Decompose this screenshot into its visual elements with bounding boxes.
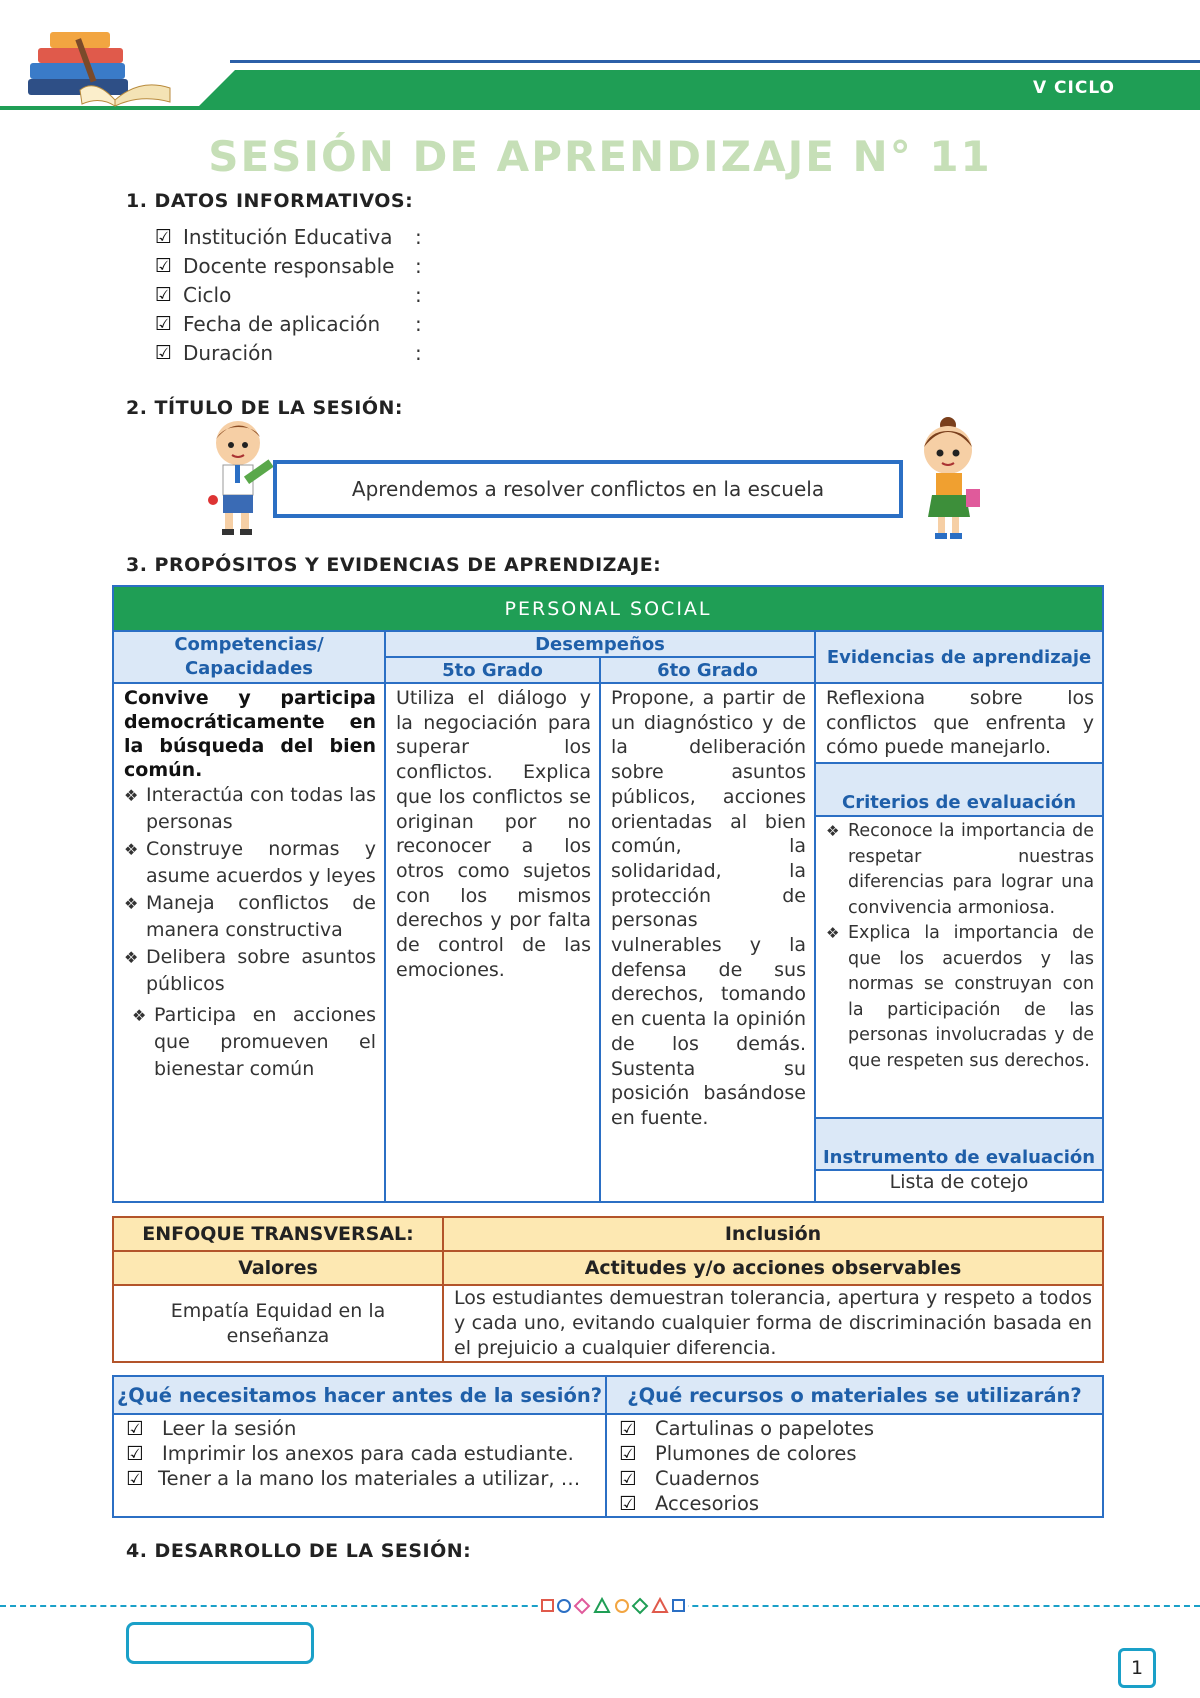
list-item: ☑ Imprimir los anexos para cada estudiante. bbox=[126, 1442, 574, 1465]
checkbox-icon: ☑ bbox=[126, 1417, 144, 1440]
checkbox-icon: ☑ bbox=[619, 1442, 637, 1465]
checkbox-icon: ☑ bbox=[155, 254, 173, 277]
list-item: ☑ Plumones de colores bbox=[619, 1442, 857, 1465]
header-rule bbox=[230, 60, 1200, 63]
enfoque-label: ENFOQUE TRANSVERSAL: bbox=[113, 1217, 443, 1251]
bullet-icon: ❖ bbox=[826, 924, 840, 943]
list-item: ☑ Accesorios bbox=[619, 1492, 760, 1515]
instrumento-cell: Lista de cotejo bbox=[815, 1170, 1103, 1202]
session-title-box bbox=[273, 460, 903, 518]
list-item: ❖ Maneja conflictos de manera constructiva bbox=[114, 890, 384, 944]
desempenos-header: Desempeños bbox=[385, 631, 815, 657]
evidencias-header: Evidencias de aprendizaje bbox=[815, 631, 1103, 683]
list-item: ❖ Reconoce la importancia de respetar nuestras diferencias para lograr una convivencia armoniosa. bbox=[816, 819, 1102, 921]
checkbox-icon: ☑ bbox=[126, 1467, 144, 1490]
boy-illustration-icon bbox=[205, 415, 275, 540]
antes-header: ¿Qué necesitamos hacer antes de la sesión? bbox=[113, 1376, 606, 1414]
competencias-header: Competencias/ Capacidades bbox=[113, 631, 385, 683]
instrumento-header: Instrumento de evaluación bbox=[815, 1118, 1103, 1170]
list-item: ❖ Participa en acciones que promueven el bienestar común bbox=[114, 1002, 384, 1083]
list-item: ☑ Leer la sesión bbox=[126, 1417, 297, 1440]
list-item: ☑ Cartulinas o papelotes bbox=[619, 1417, 875, 1440]
books-icon bbox=[20, 18, 190, 108]
list-item: ☑ Duración : bbox=[155, 340, 422, 365]
desempeno-5-cell: Utiliza el diálogo y la negociación para superar los conflictos. Explica que los conflictos se originan por no reconocer a los otros como sujetos con los mismos derechos y por falta de control de las emociones. bbox=[385, 683, 600, 1202]
preparation-table bbox=[112, 1375, 1104, 1518]
grade-6-header: 6to Grado bbox=[600, 657, 815, 683]
checkbox-icon: ☑ bbox=[619, 1492, 637, 1515]
evidencia-cell: Reflexiona sobre los conflictos que enfrenta y cómo puede manejarlo. bbox=[815, 683, 1103, 763]
grade-5-header: 5to Grado bbox=[385, 657, 600, 683]
recursos-header: ¿Qué recursos o materiales se utilizarán? bbox=[606, 1376, 1103, 1414]
checkbox-icon: ☑ bbox=[155, 312, 173, 335]
actitudes-header: Actitudes y/o acciones observables bbox=[443, 1251, 1103, 1285]
list-item: ❖ Delibera sobre asuntos públicos bbox=[114, 944, 384, 998]
list-item: ☑ Cuadernos bbox=[619, 1467, 760, 1490]
list-item: ❖ Explica la importancia de que los acuerdos y las normas se construyan con la participación de las personas involucradas y de que respeten sus derechos. bbox=[816, 921, 1102, 1074]
enfoque-table bbox=[112, 1216, 1104, 1363]
list-item: ❖ Construye normas y asume acuerdos y leyes bbox=[114, 836, 384, 890]
checkbox-icon: ☑ bbox=[155, 341, 173, 364]
page-number: 1 bbox=[1118, 1648, 1156, 1688]
competencia-title: Convive y participa democráticamente en la búsqueda del bien común. bbox=[124, 687, 376, 781]
bullet-icon: ❖ bbox=[124, 894, 139, 913]
checkbox-icon: ☑ bbox=[155, 225, 173, 248]
checkbox-icon: ☑ bbox=[619, 1467, 637, 1490]
bullet-icon: ❖ bbox=[124, 948, 139, 967]
section-2-heading: 2. TÍTULO DE LA SESIÓN: bbox=[126, 397, 404, 419]
area-header: PERSONAL SOCIAL bbox=[113, 586, 1103, 631]
purposes-table bbox=[112, 585, 1104, 1203]
list-item: ❖ Interactúa con todas las personas bbox=[114, 782, 384, 836]
section-1-heading: 1. DATOS INFORMATIVOS: bbox=[126, 190, 414, 212]
list-item: ☑ Institución Educativa : bbox=[155, 224, 422, 249]
list-item: ☑ Fecha de aplicación : bbox=[155, 311, 422, 336]
checkbox-icon: ☑ bbox=[126, 1442, 144, 1465]
session-title: Aprendemos a resolver conflictos en la escuela bbox=[351, 477, 825, 501]
valores-header: Valores bbox=[113, 1251, 443, 1285]
girl-illustration-icon bbox=[908, 415, 988, 545]
list-item: ☑ Tener a la mano los materiales a utilizar, … bbox=[126, 1467, 581, 1490]
criterios-header: Criterios de evaluación bbox=[815, 763, 1103, 816]
page-title: SESIÓN DE APRENDIZAJE N° 11 bbox=[208, 132, 992, 181]
bullet-icon: ❖ bbox=[124, 786, 139, 805]
checkbox-icon: ☑ bbox=[619, 1417, 637, 1440]
section-4-heading: 4. DESARROLLO DE LA SESIÓN: bbox=[126, 1540, 472, 1562]
data-info-list bbox=[155, 222, 422, 367]
criterios-cell bbox=[815, 816, 1103, 1118]
section-3-heading: 3. PROPÓSITOS Y EVIDENCIAS DE APRENDIZAJE: bbox=[126, 554, 662, 576]
bullet-icon: ❖ bbox=[132, 1006, 147, 1025]
antes-cell bbox=[113, 1414, 606, 1517]
cycle-label: V CICLO bbox=[1032, 78, 1115, 98]
actitudes-cell: Los estudiantes demuestran tolerancia, apertura y respeto a todos y cada uno, evitando cualquier forma de discriminación basada en el prejuicio a cualquier diferencia. bbox=[443, 1285, 1103, 1362]
list-item: ☑ Ciclo : bbox=[155, 282, 422, 307]
footer-box bbox=[126, 1622, 314, 1664]
checkbox-icon: ☑ bbox=[155, 283, 173, 306]
desempeno-6-cell: Propone, a partir de un diagnóstico y de la deliberación sobre asuntos públicos, acciones orientadas al bien común, la solidaridad, la protección de personas vulnerables y la defensa de sus derechos, tomando en cuenta la opinión de los demás. Sustenta su posición basándose en fuente. bbox=[600, 683, 815, 1202]
enfoque-name: Inclusión bbox=[443, 1217, 1103, 1251]
bullet-icon: ❖ bbox=[826, 822, 840, 841]
bullet-icon: ❖ bbox=[124, 840, 139, 859]
recursos-cell bbox=[606, 1414, 1103, 1517]
list-item: ☑ Docente responsable : bbox=[155, 253, 422, 278]
competencias-cell bbox=[113, 683, 385, 1202]
valores-cell: Empatía Equidad en la enseñanza bbox=[113, 1285, 443, 1362]
decorative-shapes-icon bbox=[538, 1596, 688, 1616]
